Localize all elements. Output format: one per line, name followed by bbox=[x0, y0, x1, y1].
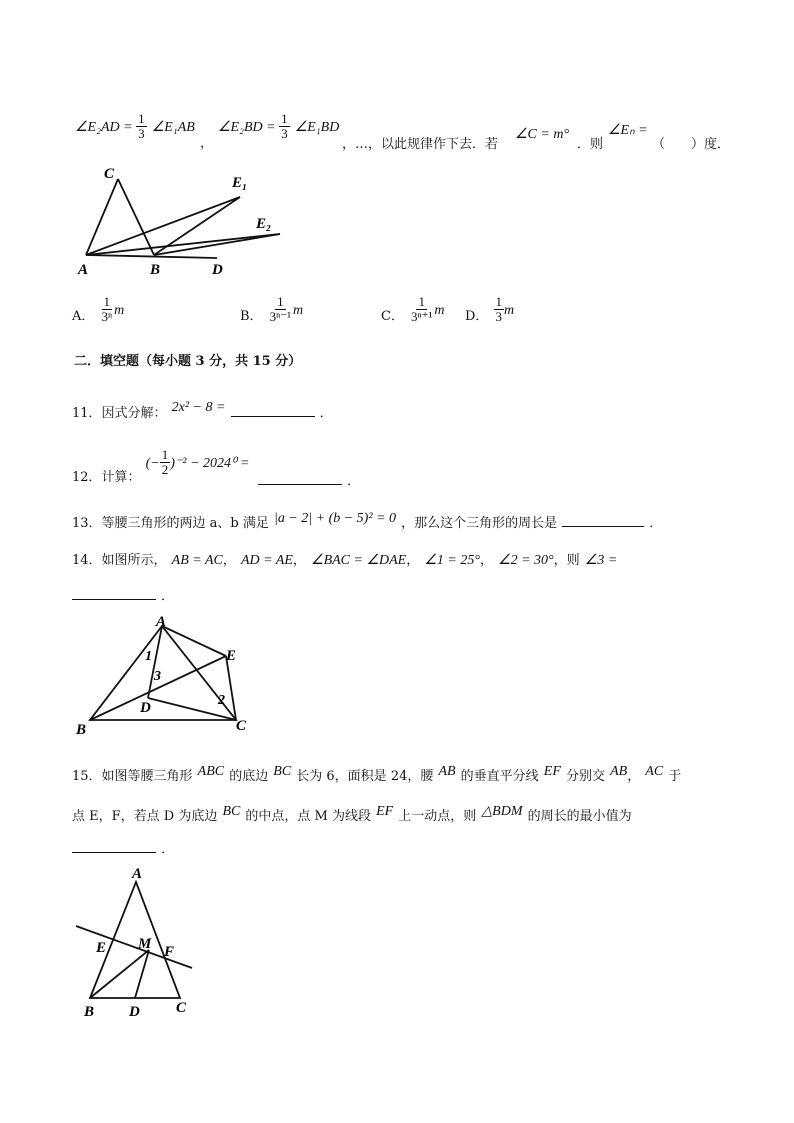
q10-figure bbox=[72, 162, 292, 282]
q14-label-2: 2 bbox=[218, 693, 225, 708]
q14-line-ae bbox=[162, 626, 226, 656]
q11: 11．因式分解： 2x² − 8 = ． bbox=[72, 400, 333, 421]
q10-text-b: ．则 bbox=[577, 137, 604, 152]
q15-label-a: A bbox=[132, 866, 143, 882]
q10-text-a: ，…，以此规律作下去．若 bbox=[342, 137, 499, 152]
q15-label-b: B bbox=[84, 1004, 95, 1020]
q15-line2: 点 E，F，若点 D 为底边 BC 的中点，点 M 为线段 EF 上一动点，则 △BDM 的周长的最小值为 bbox=[72, 804, 632, 824]
q12-answer-blank[interactable] bbox=[258, 472, 342, 485]
q14-answer-blank[interactable] bbox=[72, 587, 156, 600]
q13: 13．等腰三角形的两边 a、b 满足 |a − 2| + (b − 5)² = 0 ，那么这个三角形的周长是 ． bbox=[72, 511, 663, 531]
q15-answer: ． bbox=[72, 838, 174, 857]
q12-label: 12．计算： bbox=[72, 470, 141, 485]
q14-triangle-abc bbox=[90, 626, 236, 720]
q14-label-c: C bbox=[236, 718, 247, 734]
q14-label-d: D bbox=[140, 700, 151, 716]
q10-expr1: ∠E₂AD = bbox=[75, 120, 137, 135]
q10-label-a: A bbox=[78, 262, 89, 278]
q14-text-a: 14．如图所示， bbox=[72, 553, 167, 568]
q14-label-e: E bbox=[226, 648, 237, 664]
q12-fraction: $\frac{1}{2}$ bbox=[161, 447, 169, 477]
q10-line-be2 bbox=[154, 234, 280, 255]
q14-line-be bbox=[90, 656, 226, 720]
q14-label-a: A bbox=[156, 614, 167, 630]
q15-figure bbox=[72, 862, 212, 1022]
q13-expr: |a − 2| + (b − 5)² = 0 bbox=[273, 511, 396, 526]
q15-label-e: E bbox=[96, 940, 107, 956]
q15-line1: 15．如图等腰三角形 ABC 的底边 BC 长为 6，面积是 24，腰 AB 的垂直平分线 EF 分别交 AB， AC 于 bbox=[72, 764, 682, 784]
q10-option-c[interactable]: C． $\frac{1}{\text{3ⁿ⁺¹}}$ m bbox=[381, 294, 445, 324]
q12-answer: ． bbox=[258, 470, 360, 489]
q10-label-c: C bbox=[104, 166, 115, 182]
q10-condition: ∠C = m° bbox=[515, 127, 570, 142]
q10-sep1: ， bbox=[200, 136, 214, 151]
q10-option-d[interactable]: D． $\frac{1}{3}$ m bbox=[465, 294, 515, 324]
q14-answer: ． bbox=[72, 585, 174, 604]
q15-label-f: F bbox=[164, 944, 175, 960]
q10-expr2: ∠E₂BD = bbox=[218, 120, 280, 135]
q10-line-ad bbox=[86, 255, 217, 258]
q15-label-d: D bbox=[129, 1004, 140, 1020]
q11-label: 11．因式分解： bbox=[72, 406, 167, 421]
q10-option-a[interactable]: A． $\frac{1}{\text{3ⁿ}}$ m bbox=[72, 294, 125, 324]
q10-expr2-rest: ∠E₁BD bbox=[294, 120, 340, 135]
q10-expr1-fraction: $\frac{1}{3}$ bbox=[138, 111, 145, 141]
q14: 14．如图所示， AB = AC， AD = AE， ∠BAC = ∠DAE， ∠1 = 25°， ∠2 = 30°，则 ∠3 = bbox=[72, 553, 618, 568]
q10-ask: ∠Eₙ = bbox=[608, 123, 648, 138]
q10-condition-line bbox=[75, 112, 195, 141]
q10-line-ac bbox=[86, 179, 118, 255]
q15-line-dm bbox=[135, 950, 149, 998]
q14-label-1: 1 bbox=[145, 649, 152, 664]
q10-paren: （ ）度． bbox=[652, 137, 731, 152]
q10-label-e1: E₁ bbox=[232, 175, 248, 191]
q14-label-3: 3 bbox=[154, 669, 161, 684]
q13-text-a: 13．等腰三角形的两边 a、b 满足 bbox=[72, 516, 269, 531]
q14-label-b: B bbox=[76, 722, 87, 737]
q10-line-cb bbox=[118, 179, 154, 255]
q10-expr2-block bbox=[218, 112, 339, 141]
q10-expr2-fraction: $\frac{1}{3}$ bbox=[281, 111, 288, 141]
section-fill-in-title: 二．填空题（每小题 3 分，共 15 分） bbox=[74, 354, 302, 369]
q10-expr1-rest: ∠E₁AB bbox=[151, 120, 195, 135]
q10-label-d: D bbox=[212, 262, 223, 278]
q12-expr: )⁻² − 2024⁰ = bbox=[170, 456, 250, 471]
q13-answer-blank[interactable] bbox=[562, 514, 644, 527]
q11-expr: 2x² − 8 = bbox=[171, 400, 226, 415]
q10-label-b: B bbox=[150, 262, 161, 278]
q15-answer-blank[interactable] bbox=[72, 840, 156, 853]
q13-text-b: ，那么这个三角形的周长是 bbox=[401, 516, 558, 531]
q15-label-c: C bbox=[176, 1000, 187, 1016]
q15-label-m: M bbox=[138, 936, 152, 952]
q14-figure bbox=[72, 612, 252, 737]
q12: $_{12.计算:}$ (− $\frac{1}{2}$ )⁻² − 2024⁰ = bbox=[72, 447, 250, 485]
q11-answer-blank[interactable] bbox=[231, 404, 315, 417]
q10-label-e2: E₂ bbox=[256, 216, 272, 232]
q10-option-b[interactable]: B． $\frac{1}{\text{3ⁿ⁻¹}}$ m bbox=[240, 294, 304, 324]
